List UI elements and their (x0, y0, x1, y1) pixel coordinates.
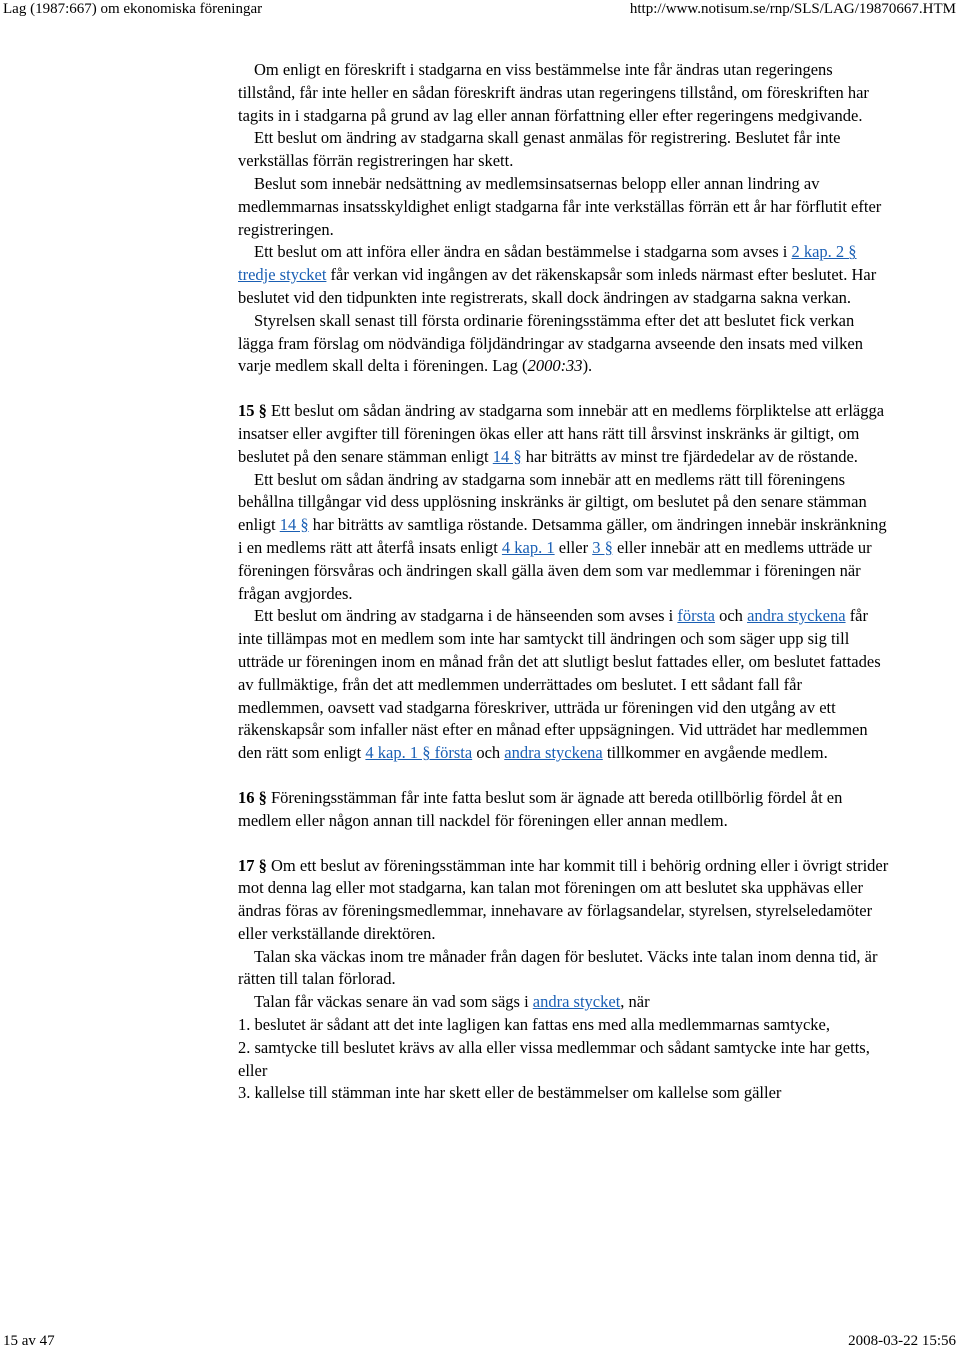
text: Styrelsen skall senast till första ordinarie föreningsstämma efter det att beslutet fick verkan lägga fram förslag om nödvändiga följdändringar av stadgarna avseende den insats med vilken varje medlem skall delta i föreningen. Lag ( (238, 310, 863, 376)
page-footer-datetime: 2008-03-22 15:56 (848, 1333, 956, 1349)
text: Ett beslut om sådan ändring av stadgarna som innebär att en medlems rätt till föreningens behållna tillgångar vid dess upplösning inskränks är giltigt, om beslutet på den senare stämman enligt (238, 469, 867, 535)
section-number: 15 (238, 401, 255, 421)
text: Föreningsstämman får inte fatta beslut som är ägnade att bereda otillbörlig fördel åt en medlem eller någon annan till nackdel för föreningen eller annan medlem. (238, 787, 843, 830)
paragraph-sign: § (258, 787, 267, 807)
paragraph: Om enligt en föreskrift i stadgarna en viss bestämmelse inte får ändras utan regeringens tillstånd, får inte heller en sådan föreskrift ändras utan regeringens tillstånd, om föreskriften har tagits in i stadgarna på grund av lag eller annan författning eller efter regeringens medgivande. (238, 60, 869, 125)
section-number: 16 (238, 787, 255, 807)
text: Ett beslut om att införa eller ändra en sådan bestämmelse i stadgarna som avses i (254, 242, 792, 262)
paragraph: Ett beslut om ändring av stadgarna skall genast anmälas för registrering. Beslutet får inte verkställas förrän registreringen har skett. (238, 128, 841, 171)
text: ). (582, 356, 593, 376)
text: Ett beslut om ändring av stadgarna i de hänseenden som avses i (254, 606, 678, 626)
paragraph (238, 469, 890, 606)
text: Talan får väckas senare än vad som sägs i (254, 992, 533, 1012)
paragraph (238, 310, 890, 378)
text: Om ett beslut av föreningsstämman inte har kommit till i behörig ordning eller i övrigt strider mot denna lag eller mot stadgarna, kan talan mot föreningen om att beslutet ska upphävas eller ändras föras av föreningsmedlemmar, innehavare av förlagsandelar, styrelsen, styrelseledamöter eller verkställande direktören. (238, 855, 889, 943)
paragraph (238, 241, 890, 309)
paragraph (238, 605, 890, 765)
text: tillkommer en avgående medlem. (602, 743, 828, 763)
text: , när (620, 992, 650, 1012)
paragraph-sign: § (258, 855, 267, 875)
section-17 (238, 855, 890, 946)
text: får verkan vid ingången av det räkenskapsår som inleds närmast efter beslutet. Har beslutet vid den tidpunkten inte registrerats, skall dock ändringen av stadgarna sakna verkan. (238, 265, 877, 307)
text: och (714, 606, 748, 626)
paragraph: Talan ska väckas inom tre månader från dagen för beslutet. Väcks inte talan inom denna tid, är rätten till talan förlorad. (238, 946, 878, 989)
section-15 (238, 400, 890, 468)
link-14[interactable]: 14 § (279, 515, 309, 535)
link-forsta[interactable]: första (677, 606, 715, 626)
law-reference: 2000:33 (527, 356, 583, 376)
list-item: 3. kallelse till stämman inte har skett eller de bestämmelser om kallelse som gäller (238, 1083, 782, 1103)
page-header-title: Lag (1987:667) om ekonomiska föreningar (3, 1, 263, 17)
text: får inte tillämpas mot en medlem som inte har samtyckt till ändringen och som säger upp sig till utträde ur föreningen inom en månad från det att slutligt beslut fattades eller, om beslutet fattades av fullmäktige, från det att medlemmen underrättades om beslutet. I ett sådant fall får medlemmen, oavsett vad stadgarna föreskriver, utträda ur föreningen vid den utgång av ett räkenskapsår som infaller näst efter en månad efter uppsägningen. Vid utträdet har medlemmen den rätt som enligt (238, 606, 881, 763)
link-andra-styckena[interactable]: andra styckena (504, 743, 603, 763)
link-3[interactable]: 3 § (592, 537, 613, 557)
link-4-kap-1-forsta[interactable]: 4 kap. 1 § första (365, 743, 473, 763)
link-andra-stycket[interactable]: andra stycket (532, 992, 621, 1012)
list-item: 1. beslutet är sådant att det inte lagligen kan fattas ens med alla medlemmarnas samtycke, (238, 1015, 830, 1035)
page-header-url: http://www.notisum.se/rnp/SLS/LAG/19870667.HTM (629, 1, 956, 17)
text: har biträtts av samtliga röstande. Detsamma gäller, om ändringen innebär inskränkning i en medlems rätt att återfå insats enligt (238, 515, 887, 557)
link-14[interactable]: 14 § (492, 446, 522, 466)
link-4-kap-1[interactable]: 4 kap. 1 (501, 537, 555, 557)
section-16 (238, 787, 890, 833)
text: eller innebär att en medlems utträde ur föreningen försvåras och ändringen skall gälla även dem som var medlemmar i föreningen när frågan avgjordes. (238, 537, 872, 603)
page-footer-pagenumber: 15 av 47 (3, 1333, 55, 1349)
section-number: 17 (238, 855, 255, 875)
link-2-kap-2-tredje-stycket[interactable]: 2 kap. 2 § tredje stycket (238, 242, 857, 285)
list-item: 2. samtycke till beslutet krävs av alla eller vissa medlemmar och sådant samtycke inte har getts, eller (238, 1037, 870, 1080)
paragraph-sign: § (258, 401, 267, 421)
text: eller (554, 537, 593, 557)
text: Ett beslut om sådan ändring av stadgarna som innebär att en medlems förpliktelse att erlägga insatser eller avgifter till föreningen ökas eller att hans rätt till årsvinst inskränks är giltigt, om beslutet på den senare stämman enligt (238, 401, 885, 466)
paragraph: Beslut som innebär nedsättning av medlemsinsatsernas belopp eller annan lindring av medlemmarnas insatsskyldighet enligt stadgarna får inte verkställas förrän ett år har förflutit efter registreringen. (238, 173, 882, 239)
text: har biträtts av minst tre fjärdedelar av de röstande. (521, 446, 858, 466)
link-andra-stycken-suffix[interactable]: a (838, 606, 846, 626)
link-andra-stycken[interactable]: andra stycken (747, 606, 839, 626)
paragraph (238, 991, 890, 1014)
document-body (238, 59, 890, 1105)
text: och (472, 743, 505, 763)
